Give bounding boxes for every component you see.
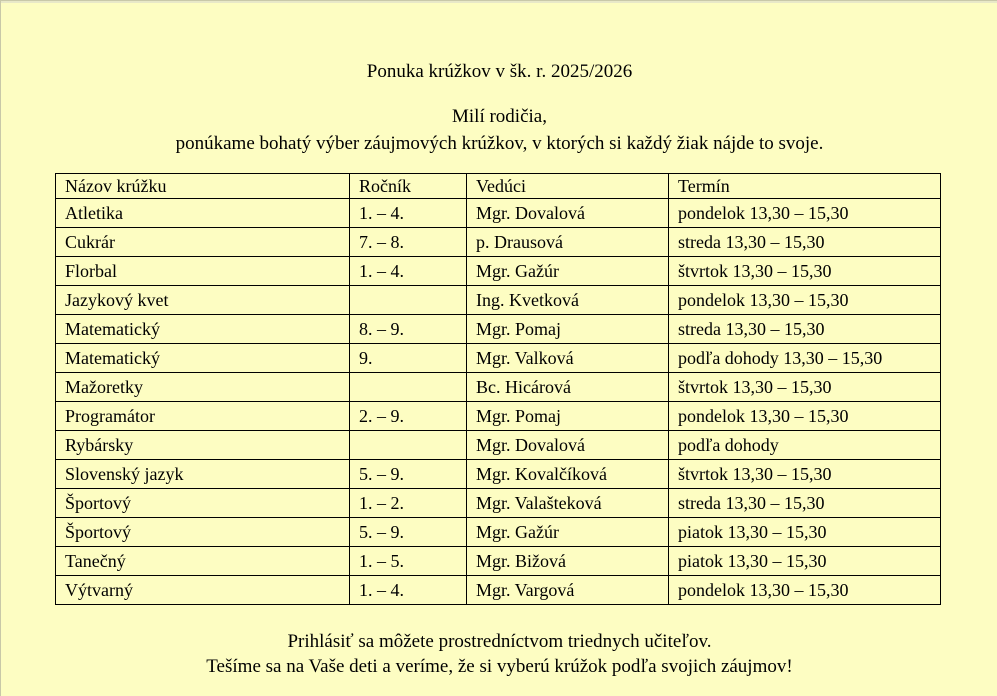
cell-grade: 7. – 8.	[350, 228, 467, 257]
cell-name: Matematický	[56, 315, 350, 344]
greeting-line-1: Milí rodičia,	[452, 106, 547, 127]
cell-name: Slovenský jazyk	[56, 460, 350, 489]
cell-name: Športový	[56, 489, 350, 518]
cell-schedule: pondelok 13,30 – 15,30	[669, 576, 941, 605]
cell-schedule: štvrtok 13,30 – 15,30	[669, 373, 941, 402]
cell-name: Matematický	[56, 344, 350, 373]
cell-leader: Mgr. Pomaj	[467, 315, 669, 344]
header-name: Názov krúžku	[56, 174, 350, 199]
cell-name: Výtvarný	[56, 576, 350, 605]
cell-grade: 2. – 9.	[350, 402, 467, 431]
table-row	[56, 344, 941, 373]
cell-schedule: podľa dohody	[669, 431, 941, 460]
cell-leader: Ing. Kvetková	[467, 286, 669, 315]
cell-name: Tanečný	[56, 547, 350, 576]
cell-grade: 5. – 9.	[350, 460, 467, 489]
cell-name: Rybársky	[56, 431, 350, 460]
table-row	[56, 576, 941, 605]
table-row	[56, 547, 941, 576]
table-row	[56, 373, 941, 402]
header-schedule: Termín	[669, 174, 941, 199]
cell-leader: Bc. Hicárová	[467, 373, 669, 402]
cell-schedule: pondelok 13,30 – 15,30	[669, 286, 941, 315]
cell-leader: Mgr. Pomaj	[467, 402, 669, 431]
cell-leader: Mgr. Bižová	[467, 547, 669, 576]
cell-leader: p. Drausová	[467, 228, 669, 257]
cell-leader: Mgr. Dovalová	[467, 431, 669, 460]
cell-name: Programátor	[56, 402, 350, 431]
table-row	[56, 460, 941, 489]
cell-schedule: pondelok 13,30 – 15,30	[669, 402, 941, 431]
header-leader: Vedúci	[467, 174, 669, 199]
cell-schedule: piatok 13,30 – 15,30	[669, 518, 941, 547]
cell-name: Florbal	[56, 257, 350, 286]
circles-table	[55, 173, 941, 605]
cell-grade: 1. – 2.	[350, 489, 467, 518]
cell-grade: 5. – 9.	[350, 518, 467, 547]
table-row	[56, 431, 941, 460]
cell-grade: 9.	[350, 344, 467, 373]
table-row	[56, 402, 941, 431]
cell-name: Mažoretky	[56, 373, 350, 402]
footer-line-1: Prihlásiť sa môžete prostredníctvom triednych učiteľov.	[287, 631, 712, 652]
footer	[1, 629, 997, 679]
cell-name: Cukrár	[56, 228, 350, 257]
table-row	[56, 228, 941, 257]
cell-name: Jazykový kvet	[56, 286, 350, 315]
cell-schedule: piatok 13,30 – 15,30	[669, 547, 941, 576]
table-row	[56, 257, 941, 286]
header-grade: Ročník	[350, 174, 467, 199]
cell-grade: 1. – 5.	[350, 547, 467, 576]
cell-grade: 1. – 4.	[350, 257, 467, 286]
greeting	[1, 103, 997, 157]
cell-leader: Mgr. Valková	[467, 344, 669, 373]
cell-grade: 1. – 4.	[350, 576, 467, 605]
cell-leader: Mgr. Gažúr	[467, 257, 669, 286]
cell-leader: Mgr. Kovalčíková	[467, 460, 669, 489]
cell-schedule: streda 13,30 – 15,30	[669, 228, 941, 257]
page-top-edge	[1, 1, 997, 3]
cell-schedule: štvrtok 13,30 – 15,30	[669, 257, 941, 286]
table-row	[56, 286, 941, 315]
cell-schedule: štvrtok 13,30 – 15,30	[669, 460, 941, 489]
cell-name: Atletika	[56, 199, 350, 228]
cell-grade: 8. – 9.	[350, 315, 467, 344]
cell-name: Športový	[56, 518, 350, 547]
cell-leader: Mgr. Gažúr	[467, 518, 669, 547]
table-header-row	[56, 174, 941, 199]
cell-leader: Mgr. Vargová	[467, 576, 669, 605]
cell-schedule: pondelok 13,30 – 15,30	[669, 199, 941, 228]
cell-leader: Mgr. Valašteková	[467, 489, 669, 518]
table-row	[56, 315, 941, 344]
footer-line-2: Tešíme sa na Vaše deti a veríme, že si vyberú krúžok podľa svojich záujmov!	[206, 656, 793, 677]
cell-schedule: streda 13,30 – 15,30	[669, 489, 941, 518]
cell-schedule: podľa dohody 13,30 – 15,30	[669, 344, 941, 373]
greeting-line-2: ponúkame bohatý výber záujmových krúžkov, v ktorých si každý žiak nájde to svoje.	[175, 133, 824, 154]
table-row	[56, 518, 941, 547]
cell-schedule: streda 13,30 – 15,30	[669, 315, 941, 344]
table-row	[56, 199, 941, 228]
document-title: Ponuka krúžkov v šk. r. 2025/2026	[366, 61, 633, 82]
table-row	[56, 489, 941, 518]
table-body	[56, 199, 941, 605]
cell-grade	[350, 431, 467, 460]
cell-grade	[350, 373, 467, 402]
cell-grade: 1. – 4.	[350, 199, 467, 228]
cell-grade	[350, 286, 467, 315]
cell-leader: Mgr. Dovalová	[467, 199, 669, 228]
